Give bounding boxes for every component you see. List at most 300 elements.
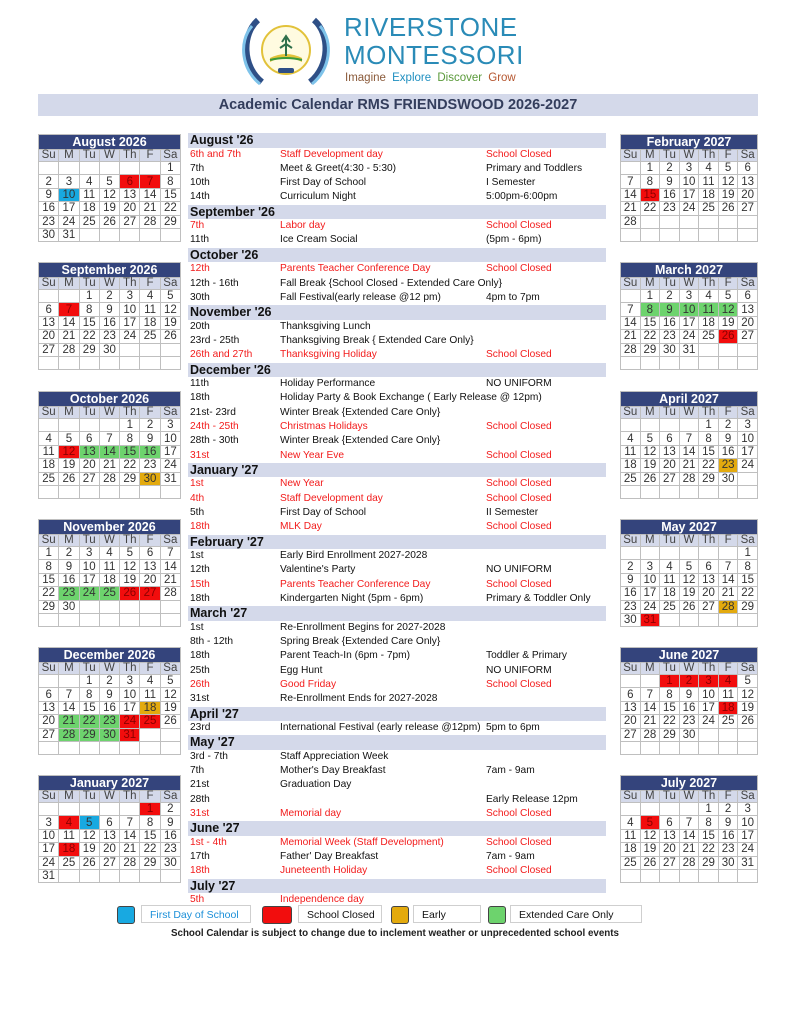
calendar-day: 25 bbox=[140, 330, 160, 343]
calendar-day: 20 bbox=[140, 573, 160, 586]
event-note: NO UNIFORM bbox=[486, 564, 552, 576]
calendar-day: 25 bbox=[39, 472, 59, 485]
calendar-day: 16 bbox=[140, 445, 160, 458]
calendar-day: 8 bbox=[699, 432, 719, 445]
calendar-day: 16 bbox=[99, 316, 119, 329]
event-name: Memorial day bbox=[280, 807, 342, 819]
calendar-empty-cell bbox=[621, 675, 641, 688]
calendar-day: 28 bbox=[120, 856, 140, 869]
calendar-day: 27 bbox=[99, 856, 119, 869]
calendar-day: 22 bbox=[699, 459, 719, 472]
calendar-day: 6 bbox=[660, 432, 680, 445]
calendar-day: 4 bbox=[79, 175, 99, 188]
month-calendar bbox=[38, 775, 181, 883]
calendar-day: 17 bbox=[79, 573, 99, 586]
event-date: 18th bbox=[190, 865, 210, 877]
calendar-day: 20 bbox=[738, 316, 758, 329]
calendar-day: 26 bbox=[640, 856, 660, 869]
event-date: 18th bbox=[190, 521, 210, 533]
calendar-day: 25 bbox=[59, 856, 79, 869]
calendar-empty-cell bbox=[679, 356, 699, 369]
calendar-empty-cell bbox=[99, 869, 119, 882]
weekday-label: Su bbox=[39, 278, 59, 290]
calendar-day: 1 bbox=[120, 419, 140, 432]
events-month-header: April '27 bbox=[188, 707, 606, 722]
event-row bbox=[188, 406, 606, 420]
calendar-empty-cell bbox=[679, 485, 699, 498]
calendar-day: 16 bbox=[621, 587, 641, 600]
calendar-day: 30 bbox=[140, 472, 160, 485]
calendar-empty-cell bbox=[718, 741, 738, 754]
event-note: 4pm to 7pm bbox=[486, 291, 540, 303]
calendar-day: 30 bbox=[718, 472, 738, 485]
calendar-day: 22 bbox=[640, 202, 660, 215]
calendar-empty-cell bbox=[140, 728, 160, 741]
calendar-empty-cell bbox=[738, 869, 758, 882]
event-row bbox=[188, 549, 606, 563]
event-date: 15th bbox=[190, 578, 210, 590]
calendar-day: 7 bbox=[718, 560, 738, 573]
tagline-word: Discover bbox=[437, 72, 483, 84]
calendar-day: 9 bbox=[160, 816, 180, 829]
calendar-day: 7 bbox=[640, 688, 660, 701]
calendar-day: 8 bbox=[79, 688, 99, 701]
calendar-day: 22 bbox=[140, 843, 160, 856]
calendar-day: 25 bbox=[140, 715, 160, 728]
month-calendar-title: February 2027 bbox=[621, 135, 758, 150]
event-date: 1st bbox=[190, 621, 204, 633]
calendar-empty-cell bbox=[160, 613, 180, 626]
event-date: 18th bbox=[190, 592, 210, 604]
calendar-empty-cell bbox=[120, 162, 140, 175]
events-month-header: December '26 bbox=[188, 363, 606, 378]
weekday-label: Th bbox=[699, 535, 719, 547]
calendar-day: 28 bbox=[160, 587, 180, 600]
calendar-day: 5 bbox=[679, 560, 699, 573]
event-row bbox=[188, 692, 606, 706]
calendar-day: 5 bbox=[79, 816, 99, 829]
calendar-day: 28 bbox=[621, 215, 641, 228]
calendar-day: 6 bbox=[699, 560, 719, 573]
calendar-day: 20 bbox=[39, 715, 59, 728]
event-name: Independence day bbox=[280, 894, 364, 906]
calendar-day: 1 bbox=[140, 803, 160, 816]
calendar-day: 1 bbox=[699, 803, 719, 816]
calendar-day: 2 bbox=[59, 547, 79, 560]
calendar-day: 13 bbox=[699, 573, 719, 586]
calendar-day: 12 bbox=[120, 560, 140, 573]
event-name: New Year Eve bbox=[280, 449, 344, 461]
calendar-empty-cell bbox=[660, 803, 680, 816]
calendar-empty-cell bbox=[79, 803, 99, 816]
calendar-day: 27 bbox=[699, 600, 719, 613]
calendar-day: 24 bbox=[738, 459, 758, 472]
events-month-header: October '26 bbox=[188, 248, 606, 263]
calendar-empty-cell bbox=[640, 485, 660, 498]
calendar-empty-cell bbox=[640, 215, 660, 228]
calendar-day: 26 bbox=[160, 330, 180, 343]
calendar-day: 29 bbox=[640, 343, 660, 356]
calendar-day: 15 bbox=[39, 573, 59, 586]
calendar-day: 12 bbox=[59, 445, 79, 458]
event-name: MLK Day bbox=[280, 521, 322, 533]
calendar-day: 26 bbox=[79, 856, 99, 869]
calendar-empty-cell bbox=[699, 228, 719, 241]
calendar-day: 14 bbox=[679, 445, 699, 458]
calendar-empty-cell bbox=[140, 485, 160, 498]
weekday-label: Tu bbox=[660, 663, 680, 675]
event-row bbox=[188, 492, 606, 506]
event-date: 6th and 7th bbox=[190, 148, 241, 160]
event-note: School Closed bbox=[486, 349, 552, 361]
calendar-day: 22 bbox=[39, 587, 59, 600]
weekday-label: Th bbox=[120, 663, 140, 675]
calendar-day: 24 bbox=[679, 202, 699, 215]
event-name: Parent Teach-In (6pm - 7pm) bbox=[280, 650, 411, 662]
calendar-day: 23 bbox=[140, 459, 160, 472]
weekday-label: M bbox=[59, 407, 79, 419]
calendar-day: 26 bbox=[59, 472, 79, 485]
calendar-day: 1 bbox=[699, 419, 719, 432]
calendar-day: 7 bbox=[99, 432, 119, 445]
calendar-empty-cell bbox=[679, 215, 699, 228]
calendar-day: 3 bbox=[59, 175, 79, 188]
calendar-day: 6 bbox=[99, 816, 119, 829]
calendar-day: 29 bbox=[660, 728, 680, 741]
event-note: School Closed bbox=[486, 478, 552, 490]
event-note: School Closed bbox=[486, 420, 552, 432]
calendar-day: 17 bbox=[59, 202, 79, 215]
calendar-empty-cell bbox=[39, 356, 59, 369]
event-name: Spring Break {Extended Care Only} bbox=[280, 636, 441, 648]
calendar-day: 13 bbox=[621, 701, 641, 714]
calendar-empty-cell bbox=[160, 741, 180, 754]
event-row bbox=[188, 778, 606, 792]
calendar-day: 18 bbox=[621, 843, 641, 856]
event-date: 31st bbox=[190, 807, 210, 819]
calendar-empty-cell bbox=[39, 485, 59, 498]
event-row bbox=[188, 434, 606, 448]
calendar-day: 5 bbox=[640, 816, 660, 829]
calendar-day: 16 bbox=[660, 316, 680, 329]
weekday-label: W bbox=[679, 791, 699, 803]
calendar-day: 6 bbox=[120, 175, 140, 188]
weekday-label: F bbox=[718, 150, 738, 162]
calendar-day: 16 bbox=[660, 188, 680, 201]
tagline-word: Grow bbox=[488, 72, 516, 84]
weekday-label: F bbox=[718, 407, 738, 419]
event-name: Graduation Day bbox=[280, 779, 352, 791]
calendar-day: 23 bbox=[718, 843, 738, 856]
calendar-empty-cell bbox=[738, 215, 758, 228]
month-calendar bbox=[38, 134, 181, 242]
tagline-word: Explore bbox=[392, 72, 432, 84]
calendar-empty-cell bbox=[738, 728, 758, 741]
calendar-day: 26 bbox=[718, 330, 738, 343]
weekday-label: F bbox=[718, 278, 738, 290]
calendar-day: 19 bbox=[120, 573, 140, 586]
tagline-word: Imagine bbox=[345, 72, 386, 84]
calendar-empty-cell bbox=[660, 869, 680, 882]
month-calendar-title: January 2027 bbox=[39, 776, 181, 791]
calendar-day: 4 bbox=[99, 547, 119, 560]
calendar-day: 30 bbox=[99, 728, 119, 741]
event-name: Curriculum Night bbox=[280, 191, 356, 203]
event-name: Christmas Holidays bbox=[280, 420, 368, 432]
event-note: 7am - 9am bbox=[486, 851, 535, 863]
calendar-day: 11 bbox=[79, 188, 99, 201]
calendar-empty-cell bbox=[59, 869, 79, 882]
month-calendar-title: April 2027 bbox=[621, 392, 758, 407]
calendar-day: 3 bbox=[640, 560, 660, 573]
month-calendar bbox=[620, 775, 758, 883]
calendar-day: 1 bbox=[640, 290, 660, 303]
calendar-day: 3 bbox=[738, 803, 758, 816]
month-calendar bbox=[38, 519, 181, 627]
calendar-day: 16 bbox=[718, 445, 738, 458]
calendar-empty-cell bbox=[621, 547, 641, 560]
calendar-empty-cell bbox=[59, 419, 79, 432]
event-name: Staff Development day bbox=[280, 492, 383, 504]
calendar-empty-cell bbox=[79, 741, 99, 754]
calendar-day: 26 bbox=[99, 215, 119, 228]
event-row bbox=[188, 420, 606, 434]
event-row bbox=[188, 850, 606, 864]
calendar-day: 4 bbox=[718, 675, 738, 688]
calendar-empty-cell bbox=[699, 741, 719, 754]
event-note: 7am - 9am bbox=[486, 765, 535, 777]
event-name: Holiday Performance bbox=[280, 378, 376, 390]
event-row bbox=[188, 621, 606, 635]
calendar-day: 28 bbox=[59, 343, 79, 356]
calendar-day: 9 bbox=[718, 816, 738, 829]
event-note: I Semester bbox=[486, 177, 536, 189]
calendar-empty-cell bbox=[160, 228, 180, 241]
calendar-empty-cell bbox=[79, 356, 99, 369]
calendar-day: 22 bbox=[160, 202, 180, 215]
calendar-day: 24 bbox=[39, 856, 59, 869]
calendar-day: 19 bbox=[99, 202, 119, 215]
calendar-day: 8 bbox=[79, 303, 99, 316]
event-name: Re-Enrollment Ends for 2027-2028 bbox=[280, 693, 438, 705]
event-date: 25th bbox=[190, 664, 210, 676]
calendar-empty-cell bbox=[699, 869, 719, 882]
event-note: 5pm to 6pm bbox=[486, 722, 540, 733]
event-note: Toddler & Primary bbox=[486, 650, 567, 662]
calendar-day: 23 bbox=[160, 843, 180, 856]
calendar-empty-cell bbox=[660, 419, 680, 432]
calendar-day: 11 bbox=[140, 688, 160, 701]
weekday-label: Su bbox=[39, 407, 59, 419]
calendar-empty-cell bbox=[640, 356, 660, 369]
weekday-label: W bbox=[99, 407, 119, 419]
calendar-day: 16 bbox=[160, 829, 180, 842]
event-name: Thanksgiving Lunch bbox=[280, 320, 371, 332]
calendar-day: 3 bbox=[120, 290, 140, 303]
school-logo bbox=[236, 12, 536, 88]
event-name: Fall Festival(early release @12 pm) bbox=[280, 291, 441, 303]
calendar-day: 16 bbox=[59, 573, 79, 586]
calendar-day: 4 bbox=[140, 675, 160, 688]
calendar-day: 10 bbox=[640, 573, 660, 586]
weekday-label: Tu bbox=[660, 791, 680, 803]
calendar-day: 17 bbox=[120, 316, 140, 329]
weekday-label: W bbox=[99, 150, 119, 162]
calendar-day: 7 bbox=[140, 175, 160, 188]
calendar-day: 25 bbox=[699, 202, 719, 215]
calendar-empty-cell bbox=[79, 228, 99, 241]
calendar-day: 31 bbox=[59, 228, 79, 241]
weekday-label: Su bbox=[621, 278, 641, 290]
calendar-empty-cell bbox=[621, 741, 641, 754]
weekday-label: Th bbox=[120, 407, 140, 419]
calendar-day: 7 bbox=[621, 175, 641, 188]
calendar-day: 24 bbox=[738, 843, 758, 856]
calendar-day: 2 bbox=[160, 803, 180, 816]
calendar-empty-cell bbox=[59, 290, 79, 303]
calendar-day: 25 bbox=[621, 856, 641, 869]
calendar-day: 1 bbox=[79, 290, 99, 303]
calendar-day: 23 bbox=[39, 215, 59, 228]
weekday-label: F bbox=[140, 407, 160, 419]
calendar-day: 23 bbox=[99, 715, 119, 728]
calendar-day: 15 bbox=[660, 701, 680, 714]
calendar-day: 5 bbox=[738, 675, 758, 688]
brand-tagline bbox=[345, 71, 519, 85]
event-note: 5:00pm-6:00pm bbox=[486, 191, 558, 203]
calendar-day: 28 bbox=[140, 215, 160, 228]
calendar-empty-cell bbox=[39, 675, 59, 688]
calendar-empty-cell bbox=[59, 803, 79, 816]
event-date: 18th bbox=[190, 650, 210, 662]
event-date: 12th bbox=[190, 263, 210, 275]
calendar-empty-cell bbox=[120, 485, 140, 498]
calendar-day: 24 bbox=[640, 600, 660, 613]
event-date: 26th and 27th bbox=[190, 349, 253, 361]
calendar-day: 13 bbox=[738, 303, 758, 316]
calendar-day: 21 bbox=[59, 330, 79, 343]
event-date: 1st - 4th bbox=[190, 836, 227, 848]
calendar-day: 26 bbox=[640, 472, 660, 485]
calendar-day: 21 bbox=[640, 715, 660, 728]
calendar-day: 4 bbox=[621, 816, 641, 829]
calendar-empty-cell bbox=[120, 343, 140, 356]
calendar-empty-cell bbox=[679, 419, 699, 432]
calendar-day: 25 bbox=[718, 715, 738, 728]
calendar-empty-cell bbox=[120, 600, 140, 613]
event-name: Parents Teacher Conference Day bbox=[280, 263, 431, 275]
calendar-day: 15 bbox=[140, 829, 160, 842]
calendar-day: 18 bbox=[99, 573, 119, 586]
calendar-empty-cell bbox=[738, 613, 758, 626]
month-calendar bbox=[620, 262, 758, 370]
calendar-empty-cell bbox=[39, 613, 59, 626]
calendar-day: 27 bbox=[621, 728, 641, 741]
calendar-empty-cell bbox=[640, 419, 660, 432]
calendar-day: 10 bbox=[738, 432, 758, 445]
event-note: School Closed bbox=[486, 807, 552, 819]
calendar-day: 19 bbox=[160, 316, 180, 329]
calendar-day: 2 bbox=[99, 290, 119, 303]
calendar-empty-cell bbox=[39, 419, 59, 432]
calendar-day: 19 bbox=[718, 188, 738, 201]
calendar-empty-cell bbox=[640, 547, 660, 560]
calendar-day: 4 bbox=[39, 432, 59, 445]
month-calendar-title: October 2026 bbox=[39, 392, 181, 407]
event-date: 31st bbox=[190, 693, 210, 705]
calendar-day: 24 bbox=[79, 587, 99, 600]
calendar-day: 18 bbox=[79, 202, 99, 215]
calendar-day: 24 bbox=[699, 715, 719, 728]
calendar-day: 2 bbox=[718, 803, 738, 816]
legend-label-early: Early bbox=[413, 905, 481, 923]
calendar-day: 23 bbox=[660, 330, 680, 343]
weekday-label: Tu bbox=[79, 407, 99, 419]
calendar-day: 17 bbox=[738, 445, 758, 458]
event-row bbox=[188, 334, 606, 348]
calendar-day: 14 bbox=[59, 701, 79, 714]
weekday-label: Su bbox=[621, 791, 641, 803]
event-row bbox=[188, 262, 606, 276]
calendar-day: 31 bbox=[738, 856, 758, 869]
calendar-day: 9 bbox=[99, 303, 119, 316]
calendar-day: 6 bbox=[39, 688, 59, 701]
event-note: School Closed bbox=[486, 449, 552, 461]
calendar-empty-cell bbox=[99, 485, 119, 498]
calendar-day: 25 bbox=[79, 215, 99, 228]
calendar-day: 12 bbox=[640, 829, 660, 842]
calendar-day: 21 bbox=[621, 330, 641, 343]
event-row bbox=[188, 635, 606, 649]
calendar-day: 11 bbox=[660, 573, 680, 586]
event-name: First Day of School bbox=[280, 177, 367, 189]
events-month-header: July '27 bbox=[188, 879, 606, 894]
calendar-day: 8 bbox=[699, 816, 719, 829]
legend-swatch-school-closed bbox=[262, 906, 292, 924]
calendar-day: 10 bbox=[120, 303, 140, 316]
weekday-label: Sa bbox=[738, 791, 758, 803]
calendar-day: 15 bbox=[79, 316, 99, 329]
calendar-day: 8 bbox=[640, 175, 660, 188]
calendar-day: 3 bbox=[738, 419, 758, 432]
event-date: 20th bbox=[190, 320, 210, 332]
calendar-day: 22 bbox=[120, 459, 140, 472]
calendar-empty-cell bbox=[59, 675, 79, 688]
calendar-day: 1 bbox=[39, 547, 59, 560]
event-name: Juneteenth Holiday bbox=[280, 865, 368, 877]
calendar-day: 16 bbox=[718, 829, 738, 842]
calendar-day: 9 bbox=[99, 688, 119, 701]
calendar-day: 19 bbox=[640, 843, 660, 856]
weekday-label: M bbox=[640, 535, 660, 547]
month-calendar-title: August 2026 bbox=[39, 135, 181, 150]
weekday-label: Tu bbox=[79, 278, 99, 290]
calendar-empty-cell bbox=[99, 356, 119, 369]
calendar-day: 5 bbox=[120, 547, 140, 560]
month-calendar-title: December 2026 bbox=[39, 648, 181, 663]
calendar-day: 12 bbox=[160, 303, 180, 316]
calendar-day: 4 bbox=[660, 560, 680, 573]
calendar-day: 20 bbox=[738, 188, 758, 201]
calendar-day: 13 bbox=[79, 445, 99, 458]
event-row bbox=[188, 162, 606, 176]
event-row bbox=[188, 578, 606, 592]
weekday-label: Sa bbox=[738, 535, 758, 547]
calendar-day: 21 bbox=[160, 573, 180, 586]
event-date: 21st bbox=[190, 779, 210, 791]
event-note: (5pm - 6pm) bbox=[486, 234, 542, 246]
calendar-day: 27 bbox=[79, 472, 99, 485]
